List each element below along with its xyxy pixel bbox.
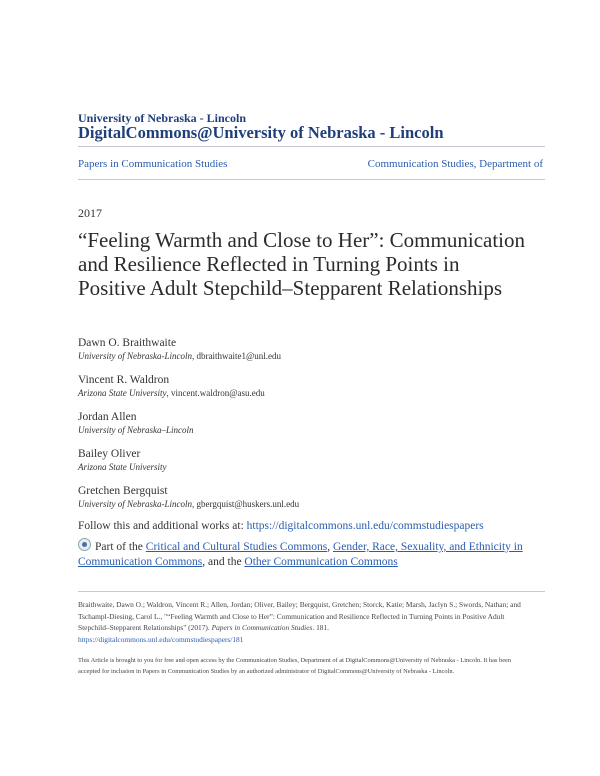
collection-link[interactable]: Papers in Communication Studies bbox=[78, 158, 228, 170]
department-link[interactable]: Communication Studies, Department of bbox=[367, 158, 543, 170]
author-block-4 bbox=[78, 448, 167, 472]
collection-url-link[interactable]: https://digitalcommons.unl.edu/commstudiespapers bbox=[246, 520, 484, 532]
author-email: , dbraithwaite1@unl.edu bbox=[192, 351, 282, 361]
author-name: Dawn O. Braithwaite bbox=[78, 337, 177, 349]
article-title: “Feeling Warmth and Close to Her”: Communication and Resilience Reflected in Turning Points in Positive Adult Stepchild–Stepparent Relationships bbox=[78, 228, 525, 300]
author-email: , vincent.waldron@asu.edu bbox=[166, 388, 265, 398]
citation-number: . 181. bbox=[312, 623, 330, 632]
other-communication-link[interactable]: Other Communication Commons bbox=[244, 556, 398, 568]
author-email: , gbergquist@huskers.unl.edu bbox=[192, 499, 300, 509]
author-affiliation: University of Nebraska–Lincoln bbox=[78, 425, 194, 435]
gender-race-sexuality-link[interactable]: Gender, Race, Sexuality, and Ethnicity in Communication Commons bbox=[78, 541, 523, 568]
author-affiliation: University of Nebraska-Lincoln, gbergquist@huskers.unl.edu bbox=[78, 499, 300, 509]
header-divider-top bbox=[78, 146, 545, 147]
author-affiliation: Arizona State University, vincent.waldron@asu.edu bbox=[78, 388, 265, 398]
citation-block bbox=[78, 599, 533, 645]
author-block-2 bbox=[78, 374, 265, 398]
author-block-1 bbox=[78, 337, 281, 361]
critical-cultural-studies-link[interactable]: Critical and Cultural Studies Commons bbox=[145, 541, 328, 553]
follow-prefix: Follow this and additional works at: bbox=[78, 520, 247, 532]
header-divider-bottom bbox=[78, 179, 545, 180]
access-notice: This Article is brought to you for free and open access by the Communication Studies, Department of at DigitalCommons@University of Nebraska - Lincoln. It has been accepted for inclusion in Papers in Communication Studies by an authorized administrator of DigitalCommons@University of Nebraska - Lincoln. bbox=[78, 657, 512, 675]
author-block-5 bbox=[78, 485, 299, 509]
citation-text: Braithwaite, Dawn O.; Waldron, Vincent R.; Allen, Jordan; Oliver, Bailey; Bergquist, Gretchen; Storck, Katie; Marsh, Jaclyn S.; Swords, Nathan; and Tschampl-Diesing, Carol L., "“Feeling Warmth and Close to Her”: Communication and Resilience Reflected in Turning Points in Positive Adult Stepchild–Stepparent Relationships" (2017). bbox=[78, 600, 521, 632]
publication-year: 2017 bbox=[78, 206, 102, 220]
part-of-prefix: Part of the bbox=[95, 541, 146, 553]
author-affiliation: Arizona State University bbox=[78, 462, 167, 472]
part-of-line: Part of the Critical and Cultural Studies Commons, Gender, Race, Sexuality, and Ethnicity in Communication Commons, and the Other Communication Commons bbox=[78, 538, 538, 570]
author-block-3 bbox=[78, 411, 194, 435]
citation-url-link[interactable]: https://digitalcommons.unl.edu/commstudiespapers/181 bbox=[78, 634, 244, 644]
commons-network-icon bbox=[78, 538, 91, 551]
author-name: Jordan Allen bbox=[78, 411, 137, 423]
institution-name: University of Nebraska - Lincoln bbox=[78, 111, 246, 125]
repository-name: DigitalCommons@University of Nebraska - Lincoln bbox=[78, 123, 444, 142]
author-name: Bailey Oliver bbox=[78, 448, 141, 460]
author-name: Vincent R. Waldron bbox=[78, 374, 170, 386]
author-affiliation: University of Nebraska-Lincoln, dbraithwaite1@unl.edu bbox=[78, 351, 282, 361]
citation-journal: Papers in Communication Studies bbox=[211, 623, 313, 632]
author-name: Gretchen Bergquist bbox=[78, 485, 168, 497]
citation-divider bbox=[78, 591, 545, 592]
follow-line bbox=[78, 520, 484, 532]
